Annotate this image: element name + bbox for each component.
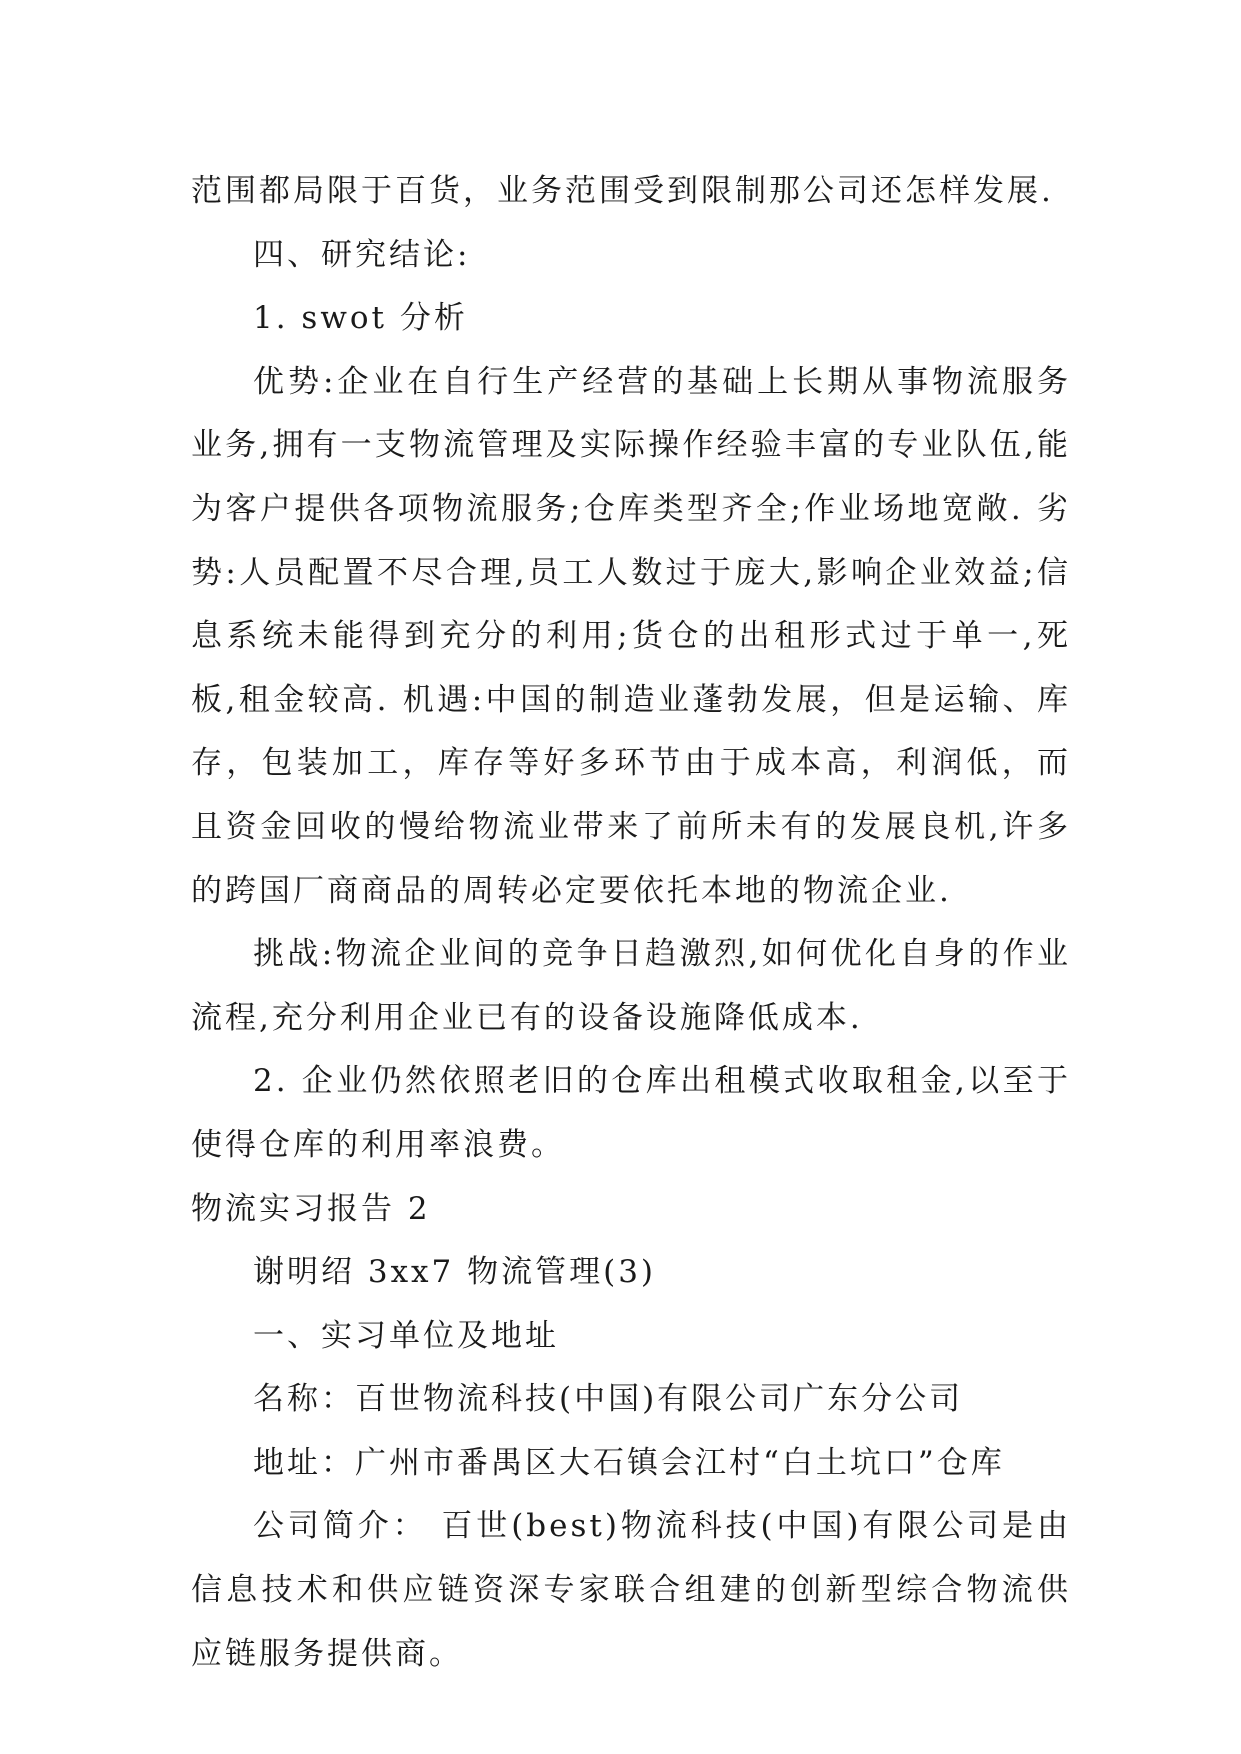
report-title: 物流实习报告 2 (191, 1190, 431, 1227)
swot-heading: 1. swot 分析 (253, 300, 468, 337)
company-intro-paragraph: 公司简介： 百世(best)物流科技(中国)有限公司是由信息技术和供应链资深专家联合组建的创新型综合物流供应链服务提供商。 (191, 1508, 1071, 1672)
company-name-line: 名称：百世物流科技(中国)有限公司广东分公司 (253, 1381, 964, 1418)
point-2-paragraph: 2. 企业仍然依照老旧的仓库出租模式收取租金,以至于使得仓库的利用率浪费。 (191, 1063, 1071, 1163)
swot-paragraph: 优势:企业在自行生产经营的基础上长期从事物流服务业务,拥有一支物流管理及实际操作经验丰富的专业队伍,能为客户提供各项物流服务;仓库类型齐全;作业场地宽敞. 劣势:人员配置不尽合理,员工人数过于庞大,影响企业效益;信息系统未能得到充分的利用;货仓的出租形式过于单一,死板,租金较高. 机遇:中国的制造业蓬勃发展，但是运输、库存，包装加工，库存等好多环节由于成本高，利润低，而且资金回收的慢给物流业带来了前所未有的发展良机,许多的跨国厂商商品的周转必定要依托本地的物流企业. (191, 363, 1071, 909)
document-page (191, 160, 1071, 1686)
paragraph-continuation: 范围都局限于百货，业务范围受到限制那公司还怎样发展. (191, 173, 1054, 209)
challenge-paragraph: 挑战:物流企业间的竞争日趋激烈,如何优化自身的作业流程,充分利用企业已有的设备设施降低成本. (191, 936, 1071, 1036)
author-line: 谢明绍 3xx7 物流管理(3) (253, 1254, 657, 1291)
unit-heading: 一、实习单位及地址 (253, 1317, 559, 1354)
company-address-line: 地址：广州市番禺区大石镇会江村“白土坑口”仓库 (253, 1444, 1005, 1481)
conclusion-heading: 四、研究结论: (253, 236, 471, 273)
